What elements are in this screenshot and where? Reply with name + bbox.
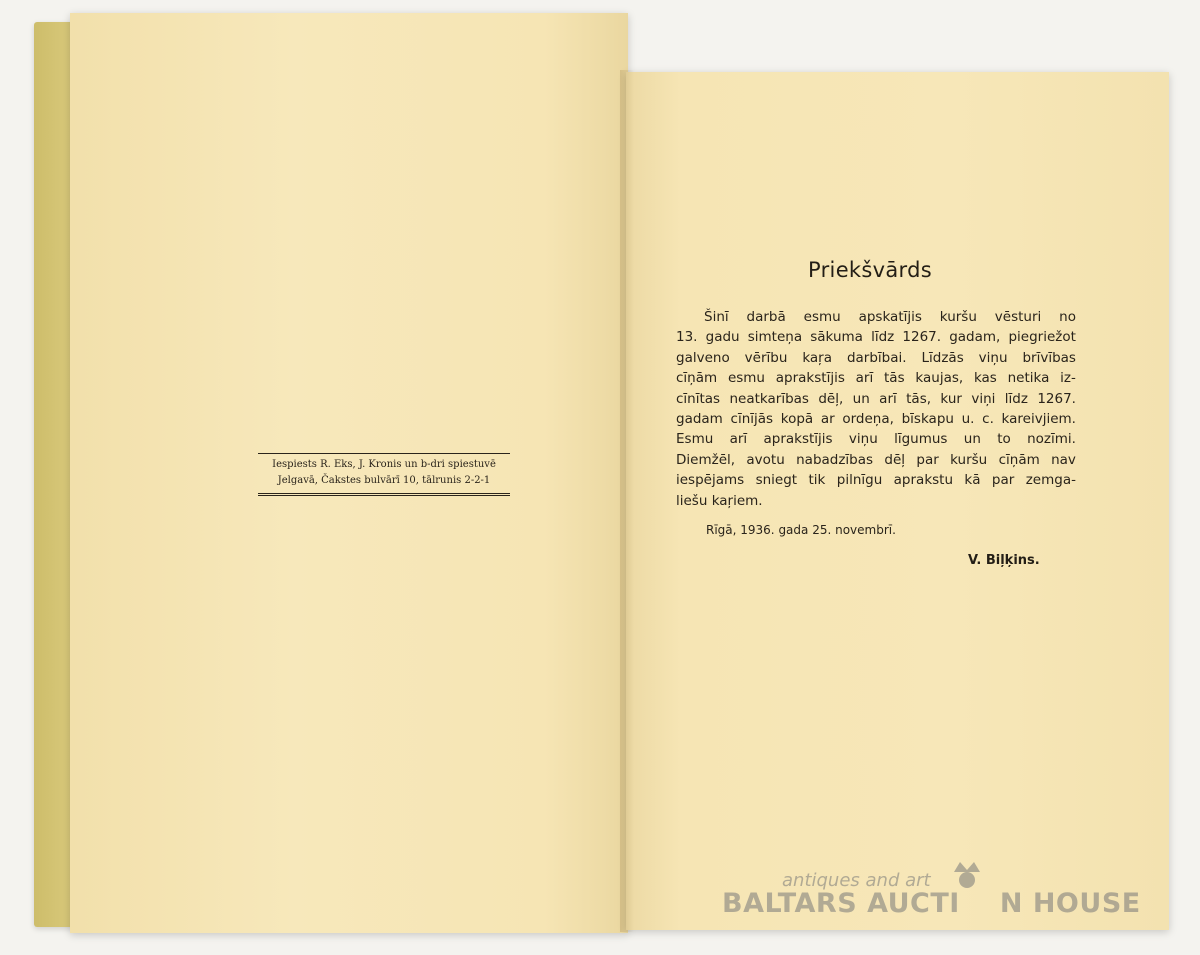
watermark-brand	[722, 888, 1141, 919]
foreword-line: gadam cīnījās kopā ar ordeņa, bīskapu u. c. kareivjiem.	[676, 411, 1076, 428]
watermark-brand-part2: N HOUSE	[999, 888, 1141, 919]
foreword-line: cīņām esmu aprakstījis arī tās kaujas, kas netika iz-	[676, 370, 1076, 387]
foreword-line: Šinī darbā esmu apskatījis kuršu vēsturi no	[704, 309, 1076, 325]
page-title: Priekšvārds	[808, 258, 932, 282]
crown-icon	[950, 856, 984, 890]
foreword-line: cīnītas neatkarības dēļ, un arī tās, kur viņi līdz 1267.	[676, 390, 1076, 407]
imprint-line-1: Iespiests R. Eks, J. Kronis un b-dri spiestuvē	[272, 459, 496, 470]
foreword-paragraph	[676, 307, 1076, 511]
imprint-rule-bottom	[258, 493, 510, 496]
foreword-line: iespējams sniegt tik pilnīgu aprakstu kā par zemga-	[676, 472, 1076, 489]
foreword-line: liešu kaŗiem.	[676, 492, 763, 509]
place-date: Rīgā, 1936. gada 25. novembrī.	[706, 523, 896, 537]
watermark-tagline: antiques and art	[782, 870, 931, 891]
foreword-line: galveno vērību kaŗa darbībai. Līdzās viņu brīvības	[676, 349, 1076, 366]
watermark-brand-part1: BALTARS AUCTI	[722, 888, 960, 919]
foreword-line: 13. gadu simteņa sākuma līdz 1267. gadam, piegriežot	[676, 329, 1076, 346]
foreword-line: Esmu arī aprakstījis viņu līgumus un to nozīmi.	[676, 431, 1076, 448]
foreword-line: Diemžēl, avotu nabadzības dēļ par kuršu cīņām nav	[676, 451, 1076, 468]
book-gutter	[620, 70, 634, 932]
author-signature: V. Biļķins.	[968, 553, 1040, 568]
printer-imprint	[258, 453, 510, 496]
imprint-line-2: Jelgavā, Čakstes bulvārī 10, tālrunis 2-2-1	[277, 475, 491, 486]
